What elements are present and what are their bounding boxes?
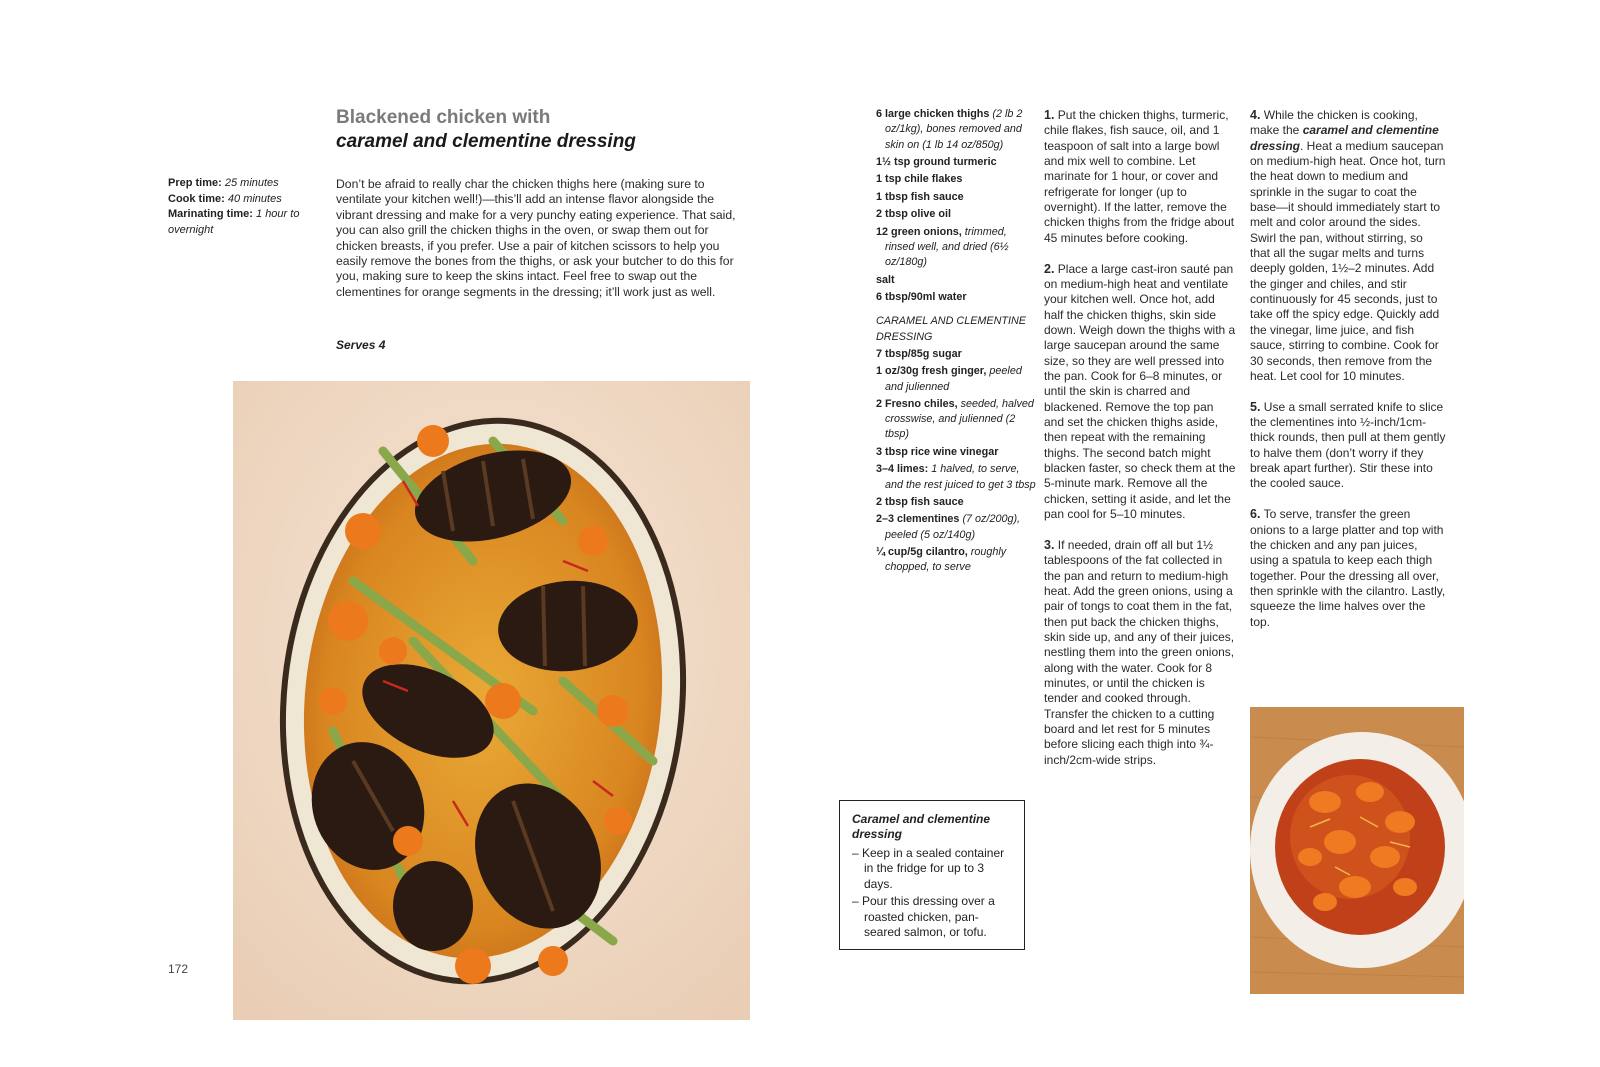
cook-time-label: Cook time: bbox=[168, 192, 225, 205]
dressing-bowl-photo bbox=[1250, 707, 1464, 994]
ingredient-item bbox=[876, 290, 1036, 305]
main-dish-photo bbox=[233, 381, 750, 1020]
ingredient-item bbox=[876, 172, 1036, 187]
recipe-title bbox=[336, 106, 756, 154]
storage-tip: – Pour this dressing over a roasted chicken, pan-seared salmon, or tofu. bbox=[852, 894, 995, 940]
prep-time bbox=[168, 176, 308, 192]
prep-time-value: 25 minutes bbox=[224, 177, 279, 189]
cook-time-value: 40 minutes bbox=[227, 192, 282, 205]
dressing-ingredient-item bbox=[876, 545, 1036, 576]
dressing-ingredient-item bbox=[876, 512, 1036, 543]
cook-time bbox=[168, 192, 308, 208]
recipe-title-line2: caramel and clementine dressing bbox=[336, 131, 636, 152]
ingredient-item bbox=[876, 273, 1036, 288]
storage-tips-box bbox=[839, 800, 1025, 950]
recipe-title-line1: Blackened chicken with bbox=[336, 107, 551, 128]
ingredient-name: 1½ tsp ground turmeric bbox=[876, 155, 997, 168]
step-number: 1. bbox=[1044, 108, 1055, 122]
dressing-bowl-illustration bbox=[1250, 707, 1464, 994]
step-number: 5. bbox=[1250, 399, 1261, 414]
step-text: Use a small serrated knife to slice the clementines into ½-inch/1cm-thick rounds, then pull at them gently to halve them (don’t worry if they break apart further). Stir these into the cooled sauce. bbox=[1250, 399, 1446, 491]
ingredient-name: ¼ cup/5g cilantro, bbox=[876, 546, 968, 559]
ingredient-note: (2 lb 2 oz/1kg), bones removed and skin on (1 lb 14 oz/850g) bbox=[885, 108, 1023, 151]
main-dish-illustration bbox=[233, 381, 750, 1020]
step-text: Place a large cast-iron sauté pan on medium-high heat and ventilate your kitchen well. Once hot, add half the chicken thighs, skin side down. Weigh down the thighs with a large saucepan around the same size, so they are well pressed into the pan. Cook for 6–8 minutes, or until the skin is charred and blackened. Remove the top pan and set the chicken thighs aside, then repeat with the remaining thighs. The second batch might blacken faster, so check them at the 5-minute mark. Remove all the chicken, setting it aside, and let the pan cool for 5–10 minutes. bbox=[1044, 261, 1236, 522]
ingredient-name: salt bbox=[876, 273, 895, 286]
ingredient-item bbox=[876, 225, 1036, 271]
ingredient-item bbox=[876, 207, 1036, 222]
ingredient-name: 3–4 limes: bbox=[876, 463, 929, 476]
ingredient-note: roughly chopped, to serve bbox=[885, 546, 1007, 574]
prep-time-label: Prep time: bbox=[168, 177, 222, 189]
dressing-ingredient-item bbox=[876, 364, 1036, 395]
dressing-heading: CARAMEL AND CLEMENTINE DRESSING bbox=[876, 315, 1026, 343]
ingredient-note: trimmed, rinsed well, and dried (6½ oz/180g) bbox=[885, 225, 1009, 269]
ingredient-name: 6 large chicken thighs bbox=[876, 108, 990, 120]
ingredient-name: 12 green onions, bbox=[876, 225, 962, 238]
ingredient-name: 1 oz/30g fresh ginger, bbox=[876, 365, 987, 378]
step-text-continued: . Heat a medium saucepan on medium-high heat. Once hot, turn the heat down to medium and sprinkle in the sugar to coat the base—it should immediately start to melt and color around the sides. Swirl the pan, without stirring, so that all the sugar melts and turns deeply golden, 1½–2 minutes. Add the ginger and chiles, and stir continuously for 45 seconds, just to take off the spicy edge. Quickly add the vinegar, lime juice, and fish sauce, stirring to combine. Cook for 30 seconds, then remove from the heat. Let cool for 10 minutes. bbox=[1250, 138, 1446, 383]
step-text: To serve, transfer the green onions to a large platter and top with the chicken and any pan juices, using a spatula to keep each thigh together. Pour the dressing all over, then sprinkle with the cilantro. Lastly, squeeze the lime halves over the top. bbox=[1250, 507, 1446, 629]
ingredient-name: 6 tbsp/90ml water bbox=[876, 290, 967, 303]
dressing-ingredient-item bbox=[876, 445, 1036, 460]
dressing-ingredient-item bbox=[876, 495, 1036, 510]
ingredient-name: 2 tbsp fish sauce bbox=[876, 495, 964, 508]
dressing-ingredient-item bbox=[876, 347, 1036, 362]
ingredient-item bbox=[876, 107, 1036, 153]
storage-tip: – Keep in a sealed container in the fridge for up to 3 days. bbox=[852, 846, 1005, 891]
dressing-ingredient-item bbox=[876, 397, 1036, 443]
marinating-time bbox=[168, 207, 308, 238]
ingredient-name: 1 tbsp fish sauce bbox=[876, 190, 964, 203]
ingredients-list bbox=[876, 107, 1036, 578]
step-number: 4. bbox=[1250, 108, 1261, 122]
serves: Serves 4 bbox=[336, 338, 386, 352]
method-column-1 bbox=[1044, 108, 1236, 784]
ingredient-name: 1 tsp chile flakes bbox=[876, 173, 963, 186]
step-number: 6. bbox=[1250, 507, 1261, 522]
ingredient-item bbox=[876, 190, 1036, 205]
ingredient-note: (7 oz/200g), peeled (5 oz/140g) bbox=[885, 513, 1021, 541]
step-text: If needed, drain off all but 1½ tablespoons of the fat collected in the pan and return to medium-high heat. Add the green onions, using a pair of tongs to coat them in the fat, then put back the chicken thighs, skin side up, and any of their juices, nestling them into the green onions, along with the water. Cook for 8 minutes, or until the chicken is tender and cooked through. Transfer the chicken to a cutting board and let rest for 5 minutes before slicing each thigh into ¾-inch/2cm-wide strips. bbox=[1044, 537, 1235, 767]
step-number: 3. bbox=[1044, 537, 1055, 552]
recipe-intro: Don’t be afraid to really char the chicken thighs here (making sure to ventilate your kitchen well!)—this’ll add an intense flavor alongside the vibrant dressing and make for a very punchy eating experience. That said, you can also grill the chicken thighs in the oven, or swap them out for chicken breasts, if you prefer. Use a pair of kitchen scissors to help you easily remove the bones from the thighs, or ask your butcher to do this for you, making sure to keep the skins intact. Feel free to swap out the clementines for orange segments in the dressing; it’ll work just as well. bbox=[336, 177, 736, 299]
dressing-ingredient-item bbox=[876, 462, 1036, 493]
marinating-time-value: 1 hour to overnight bbox=[168, 208, 300, 236]
ingredient-name: 3 tbsp rice wine vinegar bbox=[876, 445, 999, 458]
step-4 bbox=[1250, 108, 1446, 384]
ingredient-name: 7 tbsp/85g sugar bbox=[876, 347, 962, 360]
page-number: 172 bbox=[168, 962, 189, 976]
recipe-times bbox=[168, 176, 308, 238]
ingredient-note: seeded, halved crosswise, and julienned (2 tbsp) bbox=[885, 397, 1034, 441]
marinating-time-label: Marinating time: bbox=[168, 208, 253, 220]
ingredient-item bbox=[876, 155, 1036, 170]
step-5 bbox=[1250, 400, 1446, 492]
storage-tips-title: Caramel and clementine dressing bbox=[852, 812, 991, 841]
ingredient-note: 1 halved, to serve, and the rest juiced to get 3 tbsp bbox=[885, 463, 1036, 491]
ingredient-name: 2–3 clementines bbox=[876, 513, 960, 526]
ingredient-name: 2 Fresno chiles, bbox=[876, 397, 958, 410]
step-3 bbox=[1044, 538, 1236, 768]
method-column-2 bbox=[1250, 108, 1446, 646]
step-6 bbox=[1250, 507, 1446, 630]
step-text: While the chicken is cooking, make the bbox=[1250, 108, 1418, 138]
step-number: 2. bbox=[1044, 261, 1055, 276]
ingredient-note: peeled and julienned bbox=[885, 365, 1022, 393]
step-text: Put the chicken thighs, turmeric, chile flakes, fish sauce, oil, and 1 teaspoon of salt into a large bowl and mix well to combine. Let marinate for 1 hour, or cover and refrigerate for longer (up to overnight). If the latter, remove the chicken thighs from the fridge about 45 minutes before cooking. bbox=[1044, 108, 1235, 245]
ingredient-name: 2 tbsp olive oil bbox=[876, 208, 951, 221]
step-2 bbox=[1044, 262, 1236, 523]
step-1 bbox=[1044, 108, 1236, 246]
step-emphasis: caramel and clementine dressing bbox=[1250, 123, 1439, 153]
